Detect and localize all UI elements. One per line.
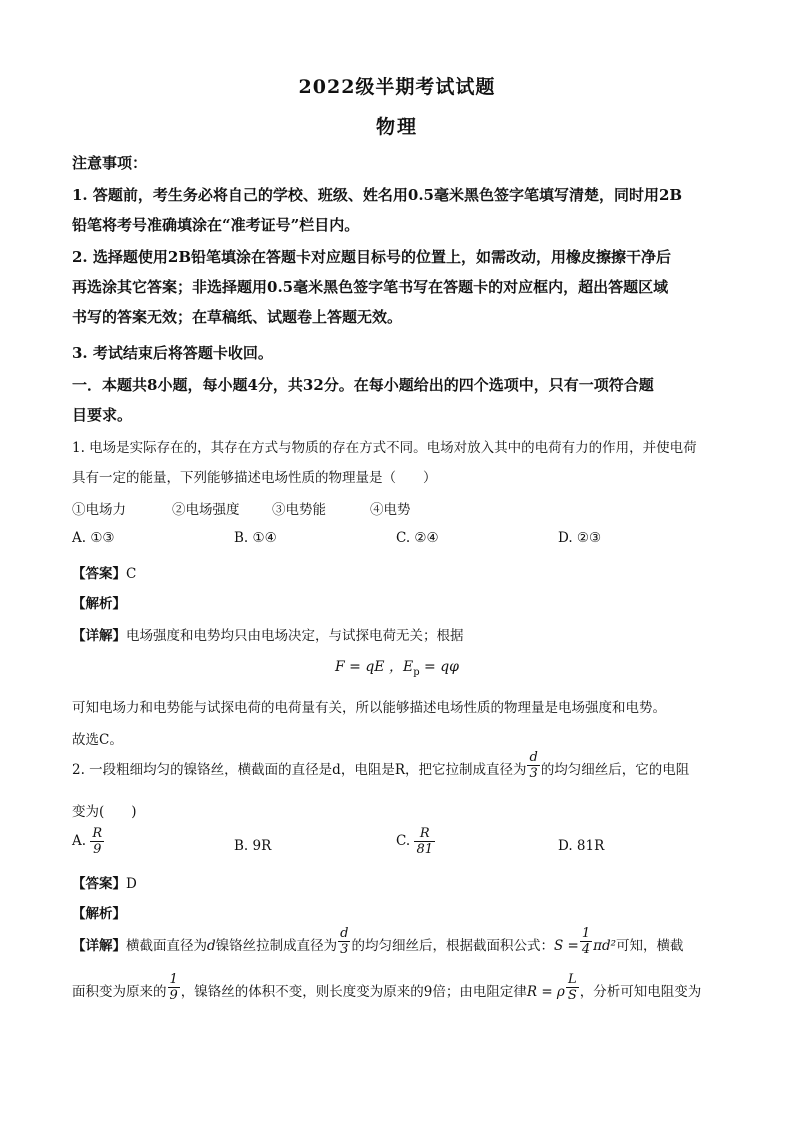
q2-fraction-1-over-9 xyxy=(168,972,180,1003)
notice-item-3: 3. 考试结束后将答题卡收回。 xyxy=(72,344,273,362)
formula-area-lhs: S = xyxy=(553,938,579,954)
q1-choose: 故选C。 xyxy=(72,732,123,748)
q2-analysis xyxy=(72,902,126,922)
q2-stem-a: 2. 一段粗细均匀的镍铬丝，横截面的直径是d，电阻是R，把它拉制成直径为 xyxy=(72,762,527,778)
q2-stem-line-2: 变为( ) xyxy=(72,804,137,820)
q1-item-2: ②电场强度 xyxy=(172,502,240,518)
q1-stem-line-2: 具有一定的能量，下列能够描述电场性质的物理量是（ ） xyxy=(72,470,437,486)
detail-text: 电场强度和电势均只由电场决定，与试探电荷无关；根据 xyxy=(126,628,464,644)
notice-item-1-line-2: 铅笔将考号准确填涂在“准考证号”栏目内。 xyxy=(72,216,360,234)
q2-detail-fraction-d-over-3 xyxy=(338,926,350,957)
fraction-denominator: 9 xyxy=(93,842,102,857)
fraction-numerator: d xyxy=(529,750,538,765)
fraction-numerator: R xyxy=(92,826,103,841)
answer-tag: 【答案】 xyxy=(72,876,126,892)
exam-title: 2022级半期考试试题 xyxy=(298,76,496,98)
option-label: A. xyxy=(72,833,87,849)
detail-text-e: 可知，横截 xyxy=(616,938,684,954)
answer-tag: 【答案】 xyxy=(72,566,126,582)
detail-symbol-d: d xyxy=(207,938,216,954)
q2-stem-b: 的均匀细丝后，它的电阻 xyxy=(540,762,690,778)
fraction-denominator: 3 xyxy=(340,942,349,957)
answer-value: C xyxy=(126,566,137,582)
detail-text-c: 的均匀细丝后，根据截面积公式： xyxy=(351,938,554,954)
q1-formula xyxy=(0,656,794,678)
q2-option-b: B. 9R xyxy=(234,838,272,854)
formula-tail: = qφ xyxy=(419,659,459,675)
section-1-heading-line-2: 目要求。 xyxy=(72,406,133,424)
q1-stem-line-1: 1. 电场是实际存在的，其存在方式与物质的存在方式不同。电场对放入其中的电荷有力的作用，并使电荷 xyxy=(72,440,697,456)
q2-stem-line-1 xyxy=(72,750,732,781)
fraction-denominator: 81 xyxy=(416,842,433,857)
detail-tag: 【详解】 xyxy=(72,938,126,954)
q1-item-1: ①电场力 xyxy=(72,502,126,518)
fraction-denominator: 3 xyxy=(529,766,538,781)
q1-option-a: A. ①③ xyxy=(72,530,115,546)
q1-option-c: C. ②④ xyxy=(396,530,439,546)
detail-text-g: ，镍铬丝的体积不变，则长度变为原来的9倍；由电阻定律 xyxy=(180,984,527,1000)
q2-fraction-l-over-s xyxy=(566,972,579,1003)
q1-item-3: ③电势能 xyxy=(272,502,326,518)
q2-option-c xyxy=(396,826,435,857)
detail-text-f: 面积变为原来的 xyxy=(72,984,167,1000)
analysis-tag: 【解析】 xyxy=(72,596,126,612)
exam-subject: 物理 xyxy=(375,116,418,138)
notice-heading: 注意事项： xyxy=(72,154,148,172)
fraction-numerator: L xyxy=(566,972,579,988)
q2-fraction-d-over-3 xyxy=(527,750,539,781)
section-1-heading-line-1: 一．本题共8小题，每小题4分，共32分。在每小题给出的四个选项中，只有一项符合题 xyxy=(72,376,654,394)
q1-item-4: ④电势 xyxy=(370,502,411,518)
q2-answer xyxy=(72,872,137,892)
fraction-numerator: d xyxy=(340,926,349,941)
formula-resistance-lhs: R = ρ xyxy=(526,984,565,1000)
formula-area-rhs: πd² xyxy=(593,938,617,954)
q2-option-a-fraction xyxy=(90,826,104,857)
option-label: C. xyxy=(396,833,411,849)
q2-option-a xyxy=(72,826,104,857)
detail-text-h: ，分析可知电阻变为 xyxy=(579,984,702,1000)
detail-tag: 【详解】 xyxy=(72,628,126,644)
q1-conclusion: 可知电场力和电势能与试探电荷的电荷量有关，所以能够描述电场性质的物理量是电场强度和电势。 xyxy=(72,700,666,716)
formula-main: F = qE ，E xyxy=(334,659,414,675)
notice-item-2-line-3: 书写的答案无效；在草稿纸、试题卷上答题无效。 xyxy=(72,308,403,326)
fraction-denominator: 9 xyxy=(169,988,178,1003)
fraction-numerator: 1 xyxy=(581,926,591,941)
q1-detail xyxy=(72,624,464,644)
q1-analysis xyxy=(72,592,126,612)
notice-item-2-line-2: 再选涂其它答案；非选择题用0.5毫米黑色签字笔书写在答题卡的对应框内，超出答题区域 xyxy=(72,278,669,296)
fraction-denominator: S xyxy=(567,988,577,1003)
notice-item-1-line-1: 1. 答题前，考生务必将自己的学校、班级、姓名用0.5毫米黑色签字笔填写清楚，同时用2B xyxy=(72,186,683,204)
q2-detail-line-2 xyxy=(72,972,732,1003)
notice-item-2-line-1: 2. 选择题使用2B铅笔填涂在答题卡对应题目标号的位置上，如需改动，用橡皮擦擦干净后 xyxy=(72,248,672,266)
fraction-numerator: 1 xyxy=(169,972,178,987)
q1-option-d: D. ②③ xyxy=(558,530,602,546)
q2-option-c-fraction xyxy=(414,826,435,857)
analysis-tag: 【解析】 xyxy=(72,906,126,922)
detail-text-a: 横截面直径为 xyxy=(126,938,207,954)
q2-fraction-1-over-4 xyxy=(580,926,592,957)
detail-text-b: 镍铬丝拉制成直径为 xyxy=(215,938,338,954)
q2-option-d: D. 81R xyxy=(558,838,605,854)
q2-detail-line-1 xyxy=(72,926,732,957)
fraction-numerator: R xyxy=(414,826,435,842)
q1-answer xyxy=(72,562,136,582)
answer-value: D xyxy=(126,876,137,892)
formula-subscript: p xyxy=(413,666,420,678)
q1-option-b: B. ①④ xyxy=(234,530,277,546)
fraction-denominator: 4 xyxy=(581,942,591,957)
